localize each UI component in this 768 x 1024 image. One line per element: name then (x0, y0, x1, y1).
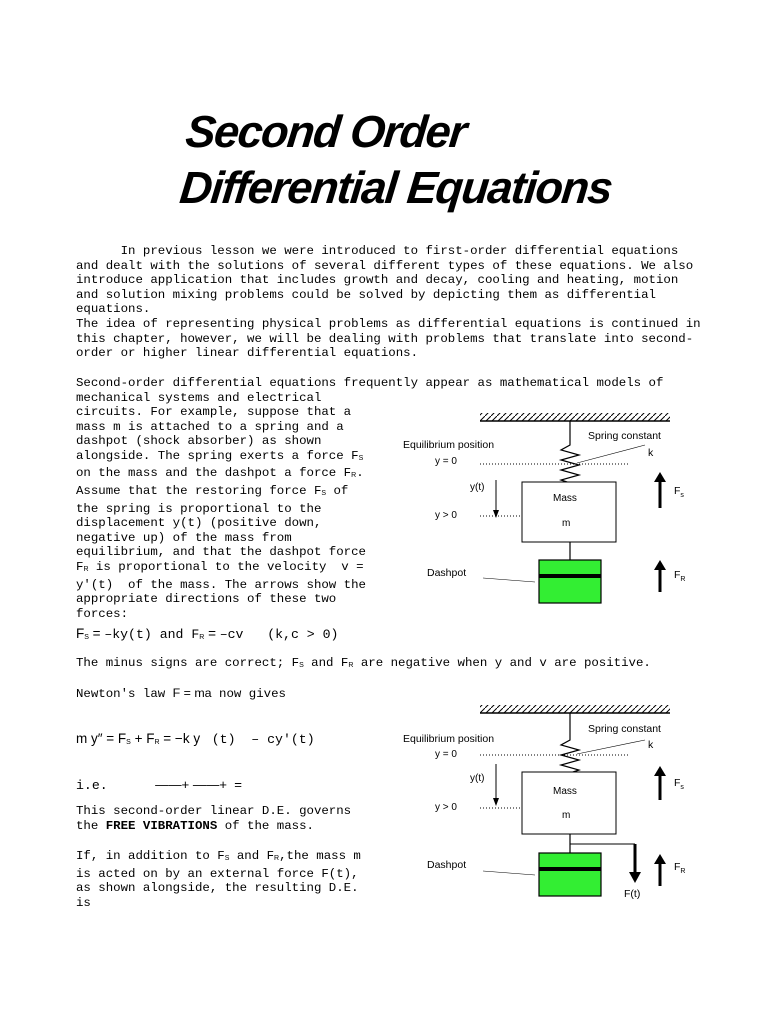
ext-text: ,the mass m (279, 849, 361, 863)
mass-block (522, 482, 616, 542)
ext-line: is acted on by an external force F(t), (76, 866, 359, 881)
newton-text: now gives (211, 687, 286, 701)
subscript: R (351, 472, 357, 480)
ceiling (480, 705, 670, 713)
fr-arrow (654, 560, 666, 592)
ypos-label: y > 0 (435, 510, 457, 521)
note-text: are negative when y and v are positive. (353, 656, 651, 670)
fs-label-f: F (674, 777, 681, 789)
mass-label: Mass (553, 493, 577, 504)
ie-equation (76, 777, 242, 793)
dashpot-body (539, 853, 601, 896)
ext-line: as shown alongside, the resulting D.E. (76, 881, 359, 896)
subscript: S (358, 454, 364, 462)
intro-paragraph (76, 244, 701, 361)
dashpot-body (539, 560, 601, 603)
wrap-line: forces: (76, 606, 129, 621)
force-equation (76, 626, 338, 642)
subscript: S (224, 855, 230, 862)
spring (561, 713, 579, 773)
note-text: The minus signs are correct; F (76, 656, 300, 670)
governs-text: the (76, 818, 106, 833)
ext-line: is (76, 895, 91, 910)
m-label: m (562, 518, 571, 529)
dashpot-leader-line (483, 578, 535, 582)
intro-line: order or higher linear differential equations. (76, 346, 419, 361)
models-paragraph-head (76, 376, 663, 405)
ypos-label: y > 0 (435, 802, 457, 813)
k-label: k (648, 739, 654, 751)
fr-label-f: F (674, 861, 681, 873)
wrap-line: circuits. For example, suppose that a (76, 405, 352, 419)
ext-line (76, 849, 361, 867)
page-title (177, 104, 620, 216)
fs-label-sub: s (680, 492, 684, 499)
subscript: S (299, 662, 304, 669)
mass-block (522, 772, 616, 834)
k-leader-line (577, 445, 645, 463)
ceiling (480, 413, 670, 421)
ext-text: If, in addition to F (76, 849, 225, 863)
wrap-text: alongside. The spring exerts a force F (76, 448, 359, 463)
models-line: mechanical systems and electrical (76, 390, 322, 405)
eq-part: F (76, 626, 85, 641)
wrap-line: mass m is attached to a spring and a (76, 419, 344, 434)
intro-line: this chapter, however, we will be dealing with problems that translate into second- (76, 331, 694, 346)
eq-part: = (204, 626, 220, 641)
governs-text: of the mass. (217, 818, 314, 833)
fr-label-sub: R (680, 868, 686, 875)
fs-arrow (654, 472, 666, 508)
y0-label: y = 0 (435, 456, 457, 467)
models-line: Second-order differential equations frequently appear as mathematical models of (76, 376, 664, 390)
newton-text: Newton's law (76, 687, 173, 701)
wrap-line: the spring is proportional to the (76, 501, 322, 516)
free-vibrations-note (76, 804, 351, 833)
yt-arrow-head (493, 510, 499, 518)
fr-label-sub: R (680, 576, 686, 583)
wrap-text: Assume that the restoring force F (76, 483, 322, 498)
wrap-line: appropriate directions of these two (76, 592, 337, 607)
subscript: R (199, 634, 205, 641)
subscript: S (84, 634, 89, 641)
ie-label: i.e. (76, 778, 108, 793)
intro-line: and dealt with the solutions of several different types of these equations. We also (76, 258, 694, 273)
subscript: R (274, 855, 280, 862)
k-leader-line (577, 740, 645, 754)
eq-part: (t) – cy′(t) (203, 732, 315, 747)
eq-part: + F (130, 731, 155, 746)
dashpot-leader-line (483, 871, 535, 875)
eq-part: m y″ = F (76, 731, 127, 746)
fr-arrow (654, 854, 666, 886)
dashpot-piston (539, 574, 601, 578)
wrap-line: y′(t) of the mass. The arrows show the (76, 577, 366, 592)
ie-expression: ——+ ——+ = (155, 777, 242, 792)
spring-constant-label: Spring constant (588, 430, 661, 442)
wrap-text: . (356, 466, 364, 481)
wrap-line (76, 560, 366, 578)
spring (561, 421, 579, 483)
fr-label (674, 569, 685, 583)
intro-line: The idea of representing physical problems as differential equations is continued in (76, 316, 701, 331)
wrap-text: on the mass and the dashpot a force F (76, 466, 352, 481)
equilibrium-label: Equilibrium position (403, 733, 495, 745)
newton-law-line (76, 686, 286, 702)
subscript: R (83, 565, 89, 573)
wrap-text: F (76, 559, 84, 574)
spring-constant-label: Spring constant (588, 723, 661, 735)
minus-signs-note (76, 656, 651, 674)
wrap-line: dashpot (shock absorber) as shown (76, 434, 322, 449)
yt-label: y(t) (470, 482, 485, 493)
fr-label (674, 861, 685, 875)
fs-arrow (654, 766, 666, 800)
title-line-1: Second Order (183, 106, 469, 157)
fs-label (674, 777, 684, 791)
eq-part: –cv (k,c > 0) (219, 627, 339, 642)
yt-label: y(t) (470, 773, 485, 784)
spring-mass-dashpot-diagram (395, 410, 705, 610)
intro-line: and solution mixing problems could be solved by depicting them as differential (76, 287, 656, 302)
motion-equation (76, 731, 315, 747)
intro-line: introduce application that includes growth and decay, cooling and heating, motion (76, 273, 679, 288)
subscript: R (348, 662, 354, 669)
wrap-line (76, 449, 366, 467)
fs-label (674, 485, 684, 499)
governs-line (76, 819, 351, 834)
dashpot-label: Dashpot (427, 859, 467, 871)
models-paragraph-wrapped (76, 405, 366, 621)
wrap-line (76, 484, 366, 502)
external-force-paragraph (76, 849, 361, 910)
eq-part: = (88, 626, 105, 641)
forced-spring-mass-dashpot-diagram (395, 702, 705, 907)
yt-arrow-head (493, 798, 499, 806)
subscript: R (154, 739, 160, 746)
dashpot-label: Dashpot (427, 567, 467, 579)
title-line-2: Differential Equations (177, 162, 615, 213)
eq-part: = −k y (159, 731, 204, 746)
wrap-line: equilibrium, and that the dashpot force (76, 545, 366, 560)
note-text: and F (303, 656, 349, 670)
wrap-text: is proportional to the velocity v = (88, 559, 364, 574)
wrap-line: negative up) of the mass from (76, 530, 292, 545)
governs-line: This second-order linear D.E. governs (76, 804, 352, 818)
ft-label: F(t) (624, 888, 641, 900)
newton-formula: F = ma (172, 686, 212, 700)
mass-label: Mass (553, 786, 577, 797)
ext-text: and F (229, 849, 275, 863)
wrap-text: of (326, 483, 349, 498)
dashpot-piston (539, 867, 601, 871)
subscript: S (321, 489, 327, 497)
intro-line: equations. (76, 302, 151, 317)
intro-line: In previous lesson we were introduced to first-order differential equations (76, 244, 679, 258)
wrap-line: displacement y(t) (positive down, (76, 516, 322, 531)
free-vibrations-term: FREE VIBRATIONS (105, 818, 218, 833)
y0-label: y = 0 (435, 749, 457, 760)
k-label: k (648, 447, 654, 459)
subscript: S (126, 739, 131, 746)
fs-label-f: F (674, 485, 681, 497)
fs-label-sub: s (680, 784, 684, 791)
eq-part: –ky(t) and F (104, 627, 200, 642)
wrap-line (76, 466, 366, 484)
equilibrium-label: Equilibrium position (403, 439, 495, 451)
m-label: m (562, 810, 571, 821)
fr-label-f: F (674, 569, 681, 581)
